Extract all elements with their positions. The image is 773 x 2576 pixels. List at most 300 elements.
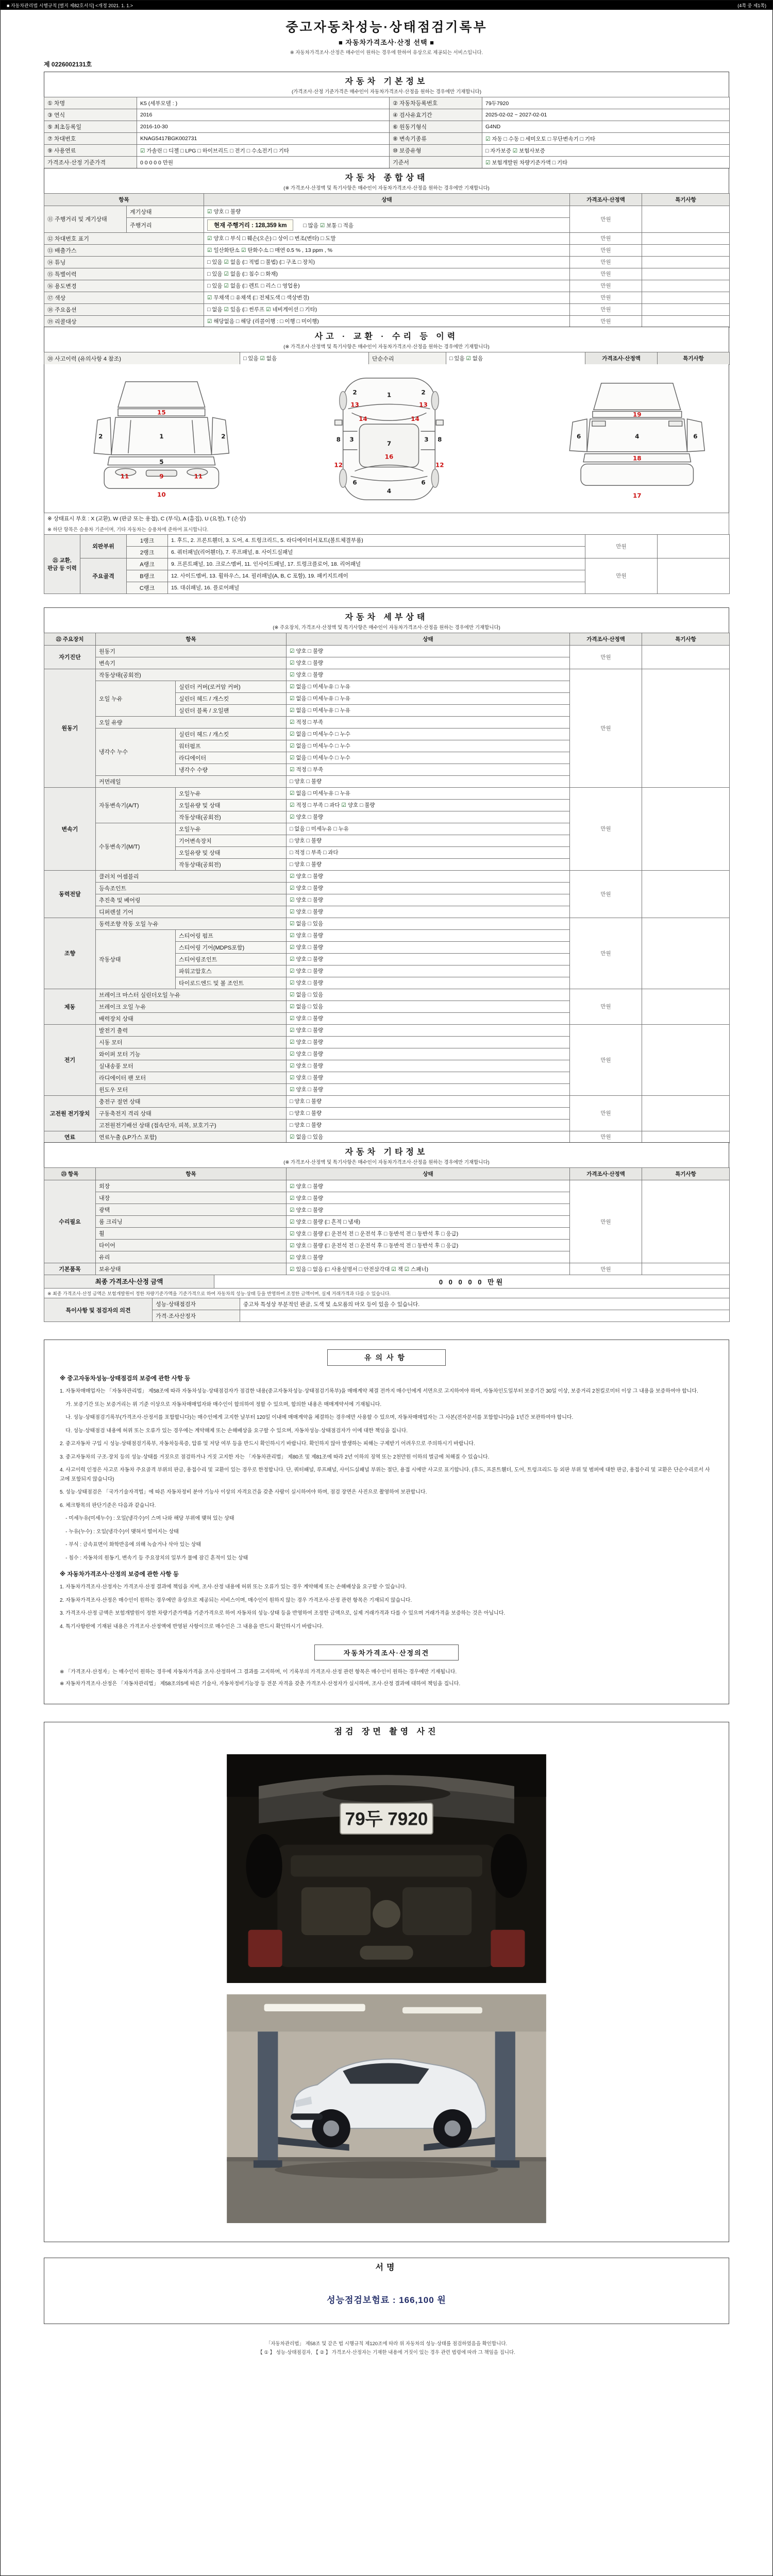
table-cell: 윈도우 모터 [96, 1083, 287, 1095]
table-cell: ☑ 양호 □ 불량 (□ 운전석 전 □ 운전석 후 □ 동반석 전 □ 동반석 후 □ 응급) [287, 1228, 570, 1240]
table-cell: ☑ 없음 □ 있음 [287, 989, 570, 1001]
note-cell [642, 232, 730, 244]
field-label: ⑮ 특별이력 [44, 268, 204, 280]
amount-cell: 만원 [570, 232, 642, 244]
column-header: 특기사항 [642, 633, 730, 645]
table-cell: ☑ 양호 □ 불량 (□ 운전석 전 □ 운전석 후 □ 동반석 전 □ 동반석 후 □ 응급) [287, 1240, 570, 1251]
field-label: ⑭ 튜닝 [44, 256, 204, 268]
table-cell: ☑ 적정 □ 부족 □ 과다 ☑ 양호 □ 불량 [287, 799, 570, 811]
table-cell: 기본품목 [44, 1263, 96, 1275]
section-subnote: (※ 가격조사·산정액 및 특기사항은 매수인이 자동차가격조사·산정을 원하는 경우에만 기재합니다) [283, 1160, 490, 1165]
field-value: ☑ 가솔린 □ 디젤 □ LPG □ 하이브리드 □ 전기 □ 수소전기 □ 기타 [137, 145, 390, 157]
note-cell [642, 206, 730, 232]
diagram-part-number: 6 [577, 432, 581, 440]
part-group: 외판부위 [80, 534, 127, 558]
field-value: G4ND [482, 121, 730, 133]
section-subnote: (※ 주요장치, 가격조사·산정액 및 특기사항은 매수인이 자동차가격조사·산정을 원하는 경우에만 기재합니다) [273, 624, 500, 631]
field-label: ⑰ 색상 [44, 292, 204, 303]
table-cell: ☑ 양호 □ 불량 [287, 977, 570, 989]
field-label: ⑤ 최초등록일 [44, 121, 137, 133]
table-cell: 오일누유 [176, 823, 287, 835]
basic-info-row [44, 145, 730, 157]
table-cell: ☑ 양호 □ 불량 [287, 645, 570, 657]
final-price-label: 최종 가격조사·산정 금액 [44, 1275, 214, 1288]
rank-parts: 1. 후드, 2. 프론트휀더, 3. 도어, 4. 트렁크리드, 5. 라디에이터서포트(볼트체결부품) [168, 534, 585, 546]
panel-rank-table [44, 534, 730, 594]
field-label: ③ 연식 [44, 109, 137, 121]
diagram-part-number: 2 [421, 388, 426, 396]
field-label: ⑦ 차대번호 [44, 133, 137, 145]
notice-item: - 누유(누수) : 오일(냉각수)이 맺혀서 떨어지는 상태 [60, 1529, 179, 1535]
table-cell: 구동축전지 격리 상태 [96, 1107, 287, 1119]
state-cell: ☑ 해당없음 □ 해당 (리콜이행 : □ 이행 □ 미이행) [204, 315, 570, 327]
diagram-part-number: 3 [424, 435, 429, 443]
field-label: ② 자동차등록번호 [390, 97, 482, 109]
field-label: ⑧ 변속기종류 [390, 133, 482, 145]
diagram-part-number: 13 [350, 400, 359, 408]
diagram-part-number: 17 [633, 492, 642, 499]
state-cell: □ 없음 ☑ 있음 (□ 썬루프 ☑ 네비게이션 □ 기타) [204, 303, 570, 315]
license-plate-text: 79두 7920 [345, 1809, 428, 1829]
lift-post [258, 2031, 278, 2164]
section-detail-caption [44, 607, 729, 633]
table-cell: □ 양호 □ 불량 [287, 1095, 570, 1107]
remarks-row [44, 1298, 730, 1310]
table-cell: 추진축 및 베어링 [96, 894, 287, 906]
column-header: 가격조사·산정액 [585, 352, 658, 365]
table-cell: □ 양호 □ 불량 [287, 1107, 570, 1119]
table-cell: 스티어링조인트 [176, 953, 287, 965]
table-cell: 작동상태(공회전) [176, 811, 287, 823]
column-header: 특기사항 [642, 193, 730, 206]
state-cell: ☑ 무채색 □ 유채색 (□ 전체도색 □ 색상변경) [204, 292, 570, 303]
table-cell: 동력조향 작동 오일 누유 [96, 918, 287, 929]
notice-items-1 [60, 1387, 713, 1563]
notice-item: 2. 중고자동차 구입 시 성능·상태점검기록부, 자동차등록증, 압류 및 저당 여부 등을 반드시 확인하시기 바랍니다. 확인하지 않아 발생하는 피해는 구제받기 어려우므로 주의하시기 바랍니다. [60, 1441, 475, 1447]
table-cell: 배력장치 상태 [96, 1012, 287, 1024]
inspection-insurance-fee: 성능점검보험료 : 166,100 원 [327, 2295, 446, 2305]
inspection-photo-underbody [227, 1754, 546, 1983]
table-cell: ☑ 양호 □ 불량 [287, 882, 570, 894]
table-cell: 조향 [44, 918, 96, 989]
rank-label: B랭크 [127, 570, 168, 582]
diagram-part-number: 2 [352, 388, 357, 396]
other-info-table [44, 1167, 730, 1275]
table-cell: ☑ 없음 □ 미세누유 □ 누유 [287, 704, 570, 716]
diagram-part-number: 15 [157, 408, 166, 416]
final-price-note-row [44, 1288, 730, 1298]
basic-info-row [44, 133, 730, 145]
table-row [44, 1024, 730, 1036]
section-notice [44, 1340, 729, 1704]
diagram-part-number: 8 [336, 435, 341, 443]
overall-row [44, 268, 730, 280]
table-cell: 와이퍼 모터 기능 [96, 1048, 287, 1060]
table-cell: 유리 [96, 1251, 287, 1263]
field-label: ⑩ 보증유형 [390, 145, 482, 157]
field-label: ⑥ 원동기형식 [390, 121, 482, 133]
table-row [44, 870, 730, 882]
notice-item: 6. 체크항목의 판단기준은 다음과 같습니다. [60, 1502, 156, 1509]
diagram-part-number: 1 [386, 391, 392, 399]
field-label: ⑪ 주행거리 및 계기상태 [44, 206, 127, 232]
appraiser-label: 가격·조사산정자 [153, 1310, 240, 1322]
column-header: ㉒ 주요장치 [44, 633, 96, 645]
table-row [44, 669, 730, 681]
field-label: ⑫ 차대번호 표기 [44, 232, 204, 244]
field-value: □ 자가보증 ☑ 보험사보증 [482, 145, 730, 157]
table-cell: ☑ 양호 □ 불량 [287, 965, 570, 977]
section-subnote: (가격조사·산정 기준가격은 매수인이 자동차가격조사·산정을 원하는 경우에만 기재합니다) [291, 89, 482, 95]
table-cell: ☑ 양호 □ 불량 [287, 1024, 570, 1036]
table-cell: 변속기 [96, 657, 287, 669]
car-diagram-svg [49, 368, 724, 506]
table-cell: 고전원전기배선 상태 (접속단자, 피복, 보호기구) [96, 1119, 287, 1131]
table-cell: 워터펌프 [176, 740, 287, 752]
notice-item: 5. 성능·상태점검은 「국가기술자격법」에 따른 자동차정비 분야 기능사 이상의 자격요건을 갖춘 사람이 실시하여야 하며, 점검 장면은 사진으로 촬영하여 보관합니다. [60, 1489, 427, 1495]
table-cell [642, 870, 730, 918]
mileage-gauge-row [44, 206, 730, 217]
field-value: 2025-02-02 ~ 2027-02-01 [482, 109, 730, 121]
table-cell: 시동 모터 [96, 1036, 287, 1048]
table-cell: 내장 [96, 1192, 287, 1204]
section-overall-caption [44, 168, 729, 193]
section-title: 점검 장면 촬영 사진 [334, 1727, 439, 1736]
basic-info-row [44, 97, 730, 109]
table-cell: 충전구 절연 상태 [96, 1095, 287, 1107]
table-row [44, 1095, 730, 1107]
section-basic-info-caption [44, 72, 729, 97]
table-cell: ☑ 양호 □ 불량 [287, 657, 570, 669]
table-cell: 만원 [570, 1024, 642, 1095]
amount-cell: 만원 [570, 244, 642, 256]
table-cell: ☑ 없음 □ 미세누수 □ 누수 [287, 728, 570, 740]
table-cell: ☑ 양호 □ 불량 [287, 1204, 570, 1216]
field-value: 2016-10-30 [137, 121, 390, 133]
rank-parts: 6. 쿼터패널(리어휀더), 7. 루프패널, 8. 사이드실패널 [168, 546, 585, 558]
field-sublabel: 계기상태 [127, 206, 204, 217]
table-cell: 제동 [44, 989, 96, 1024]
state-cell: ☑ 일산화탄소 ☑ 탄화수소 □ 매연 0.5 % , 13 ppm , % [204, 244, 570, 256]
table-cell: ☑ 적정 □ 부족 [287, 716, 570, 728]
amount-cell: 만원 [570, 256, 642, 268]
table-cell: 만원 [570, 1131, 642, 1143]
table-cell: 실린더 헤드 / 개스킷 [176, 728, 287, 740]
table-cell: 룸 크리닝 [96, 1216, 287, 1228]
table-cell: 작동상태 [96, 929, 176, 989]
overall-row [44, 244, 730, 256]
table-cell: ☑ 없음 □ 미세누유 □ 누유 [287, 681, 570, 692]
rank-label: 1랭크 [127, 534, 168, 546]
final-price-note: ※ 최종 가격조사·산정 금액은 보험개발원이 정한 차량기준가액을 기준가격으로 하여 자동차의 성능·상태 등을 반영하여 조정한 금액이며, 실제 거래가격과 다를 수 있습니다. [44, 1288, 730, 1298]
rank-label: C랭크 [127, 582, 168, 594]
diagram-part-number: 1 [159, 432, 164, 440]
diagram-part-number: 14 [359, 415, 367, 422]
detail-condition-table [44, 633, 730, 1143]
diagram-part-number: 12 [435, 461, 444, 469]
table-row [44, 918, 730, 929]
table-cell: □ 양호 □ 불량 [287, 835, 570, 846]
state-cell: □ 있음 ☑ 없음 (□ 적법 □ 불법) (□ 구조 □ 장치) [204, 256, 570, 268]
diagram-part-number: 16 [384, 453, 394, 461]
diagram-part-number: 12 [334, 461, 343, 469]
ceiling-light [402, 2007, 482, 2013]
table-cell: ☑ 적정 □ 부족 [287, 764, 570, 775]
diagram-part-number: 2 [98, 432, 103, 440]
table-cell: 자기진단 [44, 645, 96, 669]
notice-subhead: ※ 자동차가격조사·산정의 보증에 관한 사항 등 [60, 1571, 179, 1578]
inspection-photo-lift [227, 1994, 546, 2223]
table-cell: 클러치 어셈블리 [96, 870, 287, 882]
table-cell: ☑ 양호 □ 불량 [287, 1060, 570, 1072]
table-cell: 브레이크 마스터 실린더오일 누유 [96, 989, 287, 1001]
field-value: K5 (세부모델 : ) [137, 97, 390, 109]
remarks-label: 특이사항 및 점검자의 의견 [44, 1298, 153, 1322]
note-cell [642, 315, 730, 327]
ceiling-light [264, 2004, 365, 2011]
legend-row [44, 524, 729, 535]
notice-item: 4. 사고이력 인정은 사고로 자동차 주요골격 부위의 판금, 용접수리 및 교환이 있는 경우로 한정합니다. 단, 쿼터패널, 루프패널, 사이드실패널 부위는 절단, 용접 시에만 사고로 표기합니다. (후드, 프론트휀더, 도어, 트렁크리드 등 외판 부위 및 범퍼에 대한 판금, 용접수리 및 교환은 단순수리로서 사고에 포함되지 않습니다) [60, 1467, 710, 1482]
table-cell [642, 1131, 730, 1143]
form-reference: ■ 자동차관리법 시행규칙 [별지 제82호서식] <개정 2021. 1. 1.> [7, 3, 133, 8]
field-label: ⑯ 용도변경 [44, 280, 204, 292]
basic-info-table [44, 97, 730, 168]
table-cell: □ 양호 □ 불량 [287, 858, 570, 870]
document-note: ※ 자동차가격조사·산정은 매수인이 원하는 경우에 한하여 유상으로 제공되는 서비스입니다. [290, 50, 483, 56]
notice-item: 3. 중고자동차의 구조·장치 등의 성능·상태를 거짓으로 점검하거나 거짓 고지한 자는 「자동차관리법」 제80조 및 제81조에 따라 2년 이하의 징역 또는 2천만원 이하의 벌금에 처해질 수 있습니다. [60, 1454, 490, 1460]
table-cell: 고전원 전기장치 [44, 1095, 96, 1131]
car-damage-diagram [44, 364, 729, 514]
table-cell: 오일 유량 [96, 716, 287, 728]
table-cell: 만원 [570, 787, 642, 870]
field-label: ⑱ 주요옵션 [44, 303, 204, 315]
field-label: ① 차명 [44, 97, 137, 109]
diagram-part-number: 7 [386, 439, 392, 447]
section-photos-caption [44, 1722, 729, 1739]
table-cell: 만원 [570, 1263, 642, 1275]
lift-pad [248, 1930, 282, 1967]
inspector-label: 성능·상태점검자 [153, 1298, 240, 1310]
table-cell [642, 1263, 730, 1275]
table-row [44, 645, 730, 657]
inspection-photos [44, 1739, 729, 2242]
notice-items-2 [60, 1583, 713, 1631]
field-value: 2016 [137, 109, 390, 121]
table-cell: 원동기 [44, 669, 96, 787]
table-cell: 라디에이터 팬 모터 [96, 1072, 287, 1083]
footer-line: 「자동차관리법」 제58조 및 같은 법 시행규칙 제120조에 따라 위 자동차의 성능·상태를 점검하였음을 확인합니다. [265, 2341, 508, 2347]
final-price-table [44, 1275, 730, 1299]
top-bar [1, 1, 772, 10]
section-accident-caption [44, 327, 729, 352]
final-price-value: 0 0 0 0 0 만원 [214, 1275, 730, 1288]
section-title: 자동차 기본정보 [345, 77, 428, 86]
current-mileage: 현재 주행거리 : 128,359 km [207, 219, 293, 231]
lift-post [495, 2031, 515, 2164]
basic-info-row [44, 121, 730, 133]
basic-info-row [44, 157, 730, 168]
overall-row [44, 303, 730, 315]
table-cell: 냉각수 수량 [176, 764, 287, 775]
table-header-row [44, 633, 730, 645]
table-cell: □ 없음 □ 미세누유 □ 누유 [287, 823, 570, 835]
table-cell: 파워고압호스 [176, 965, 287, 977]
table-cell: ☑ 양호 □ 불량 [287, 1192, 570, 1204]
table-cell: 타이어 [96, 1240, 287, 1251]
table-cell: ☑ 양호 □ 불량 [287, 1251, 570, 1263]
note-cell [642, 256, 730, 268]
notice-item: 2. 자동차가격조사·산정은 매수인이 원하는 경우에만 유상으로 제공되는 서비스이며, 매수인이 원하지 않는 경우 가격조사·산정 관련 항목은 기재되지 않습니다. [60, 1597, 412, 1603]
table-cell: 변속기 [44, 787, 96, 870]
table-cell: ☑ 양호 □ 불량 [287, 870, 570, 882]
table-cell: 작동상태(공회전) [96, 669, 287, 681]
column-header: 상태 [287, 633, 570, 645]
column-header: 특기사항 [658, 352, 730, 365]
remarks-table [44, 1298, 730, 1322]
table-cell: 기어변속장치 [176, 835, 287, 846]
state-cell: ☑ 양호 □ 불량 [204, 206, 570, 217]
table-cell: ☑ 양호 □ 불량 [287, 1072, 570, 1083]
state-cell: ☑ 양호 □ 부식 □ 훼손(오손) □ 상이 □ 변조(변타) □ 도말 [204, 232, 570, 244]
amount-cell: 만원 [570, 315, 642, 327]
field-value: 0 0 0 0 0 만원 [137, 157, 390, 168]
overall-row [44, 315, 730, 327]
table-cell: 만원 [570, 645, 642, 669]
table-cell: 만원 [570, 669, 642, 787]
table-cell [642, 669, 730, 787]
field-value: 79두7920 [482, 97, 730, 109]
diagram-part-number: 10 [157, 490, 166, 498]
table-cell: 실린더 블록 / 오일팬 [176, 704, 287, 716]
diagram-part-number: 6 [352, 478, 357, 486]
table-cell: 연료 [44, 1131, 96, 1143]
field-label: ⑬ 배출가스 [44, 244, 204, 256]
amount-cell: 만원 [585, 558, 658, 594]
state-cell: □ 있음 ☑ 없음 [446, 352, 585, 365]
doc-footer [44, 2340, 729, 2357]
diagram-part-number: 19 [633, 410, 642, 418]
table-cell: 타이로드엔드 및 볼 조인트 [176, 977, 287, 989]
diagram-part-number: 6 [693, 432, 698, 440]
legend-row [44, 513, 729, 524]
rank-row [44, 534, 730, 546]
appraisal-opinion-title: 자동차가격조사·산정의견 [314, 1645, 459, 1660]
table-cell: 브레이크 오일 누유 [96, 1001, 287, 1012]
table-cell: ☑ 양호 □ 불량 [287, 906, 570, 918]
table-header-row [44, 193, 730, 206]
table-cell: ☑ 양호 □ 불량 [287, 1083, 570, 1095]
diagram-part-number: 14 [411, 415, 419, 422]
field-label: ④ 검사유효기간 [390, 109, 482, 121]
column-header: 특기사항 [642, 1168, 730, 1180]
table-cell: 원동기 [96, 645, 287, 657]
state-cell: □ 있음 ☑ 없음 (□ 침수 □ 화재) [204, 268, 570, 280]
section-subnote: (※ 가격조사·산정액 및 특기사항은 매수인이 자동차가격조사·산정을 원하는 경우에만 기재합니다) [283, 185, 490, 191]
overall-row [44, 232, 730, 244]
column-header: 가격조사·산정액 [570, 193, 642, 206]
rank-row [44, 558, 730, 570]
document-subtitle: ■ 자동차가격조사·산정 선택 ■ [338, 39, 434, 46]
table-cell: 만원 [570, 1095, 642, 1131]
table-cell: □ 양호 □ 불량 [287, 775, 570, 787]
notice-item: - 부식 : 금속표면이 화학반응에 의해 녹슬거나 삭아 있는 상태 [60, 1542, 201, 1548]
table-cell [642, 1180, 730, 1263]
table-cell: 오일 누유 [96, 681, 176, 716]
table-row [44, 1263, 730, 1275]
state-cell [204, 217, 570, 232]
note-cell [642, 244, 730, 256]
table-cell: ☑ 양호 □ 불량 [287, 941, 570, 953]
rank-label: 2랭크 [127, 546, 168, 558]
table-cell: 실린더 헤드 / 개스킷 [176, 692, 287, 704]
accident-summary-row [44, 352, 730, 365]
section-title: 서명 [375, 2263, 398, 2272]
field-label: 가격조사·산정 기준가격 [44, 157, 137, 168]
document-title: 중고자동차성능·상태점검기록부 [285, 20, 488, 35]
amount-cell: 만원 [585, 534, 658, 558]
section-other-caption [44, 1142, 729, 1167]
overall-row [44, 256, 730, 268]
field-label: ⑳ 사고이력 (유의사항 4 참조) [44, 352, 240, 365]
diagram-part-number: 9 [159, 472, 164, 480]
table-cell: 휠 [96, 1228, 287, 1240]
field-label: ⑨ 사용연료 [44, 145, 137, 157]
column-header: 상태 [204, 193, 570, 206]
notice-item: 1. 자동차매매업자는 「자동차관리법」 제58조에 따라 자동차성능·상태점검자가 점검한 내용(중고자동차성능·상태점검기록부)을 매매계약 체결 전까지 매수인에게 서면으로 고지하여야 하며, 자동차인도일부터 보증기간 30일 이상, 보증거리 2천킬로미터 이상 그 내용을 보증하여야 합니다. [60, 1388, 698, 1394]
table-cell: 디퍼렌셜 기어 [96, 906, 287, 918]
final-price-row [44, 1275, 730, 1288]
table-cell: 만원 [570, 989, 642, 1024]
amount-cell: 만원 [570, 280, 642, 292]
table-cell: 등속조인트 [96, 882, 287, 894]
notice-item: 4. 특기사항란에 기재된 내용은 가격조사·산정액에 반영된 사항이므로 매수인은 그 내용을 반드시 확인하시기 바랍니다. [60, 1623, 324, 1630]
table-row [44, 787, 730, 799]
amount-cell: 만원 [570, 292, 642, 303]
table-cell: 오일유량 및 상태 [176, 799, 287, 811]
table-cell: □ 양호 □ 불량 [287, 1119, 570, 1131]
diagram-part-number: 13 [419, 400, 428, 408]
rank-parts: 9. 프론트패널, 10. 크로스멤버, 11. 인사이드패널, 17. 트렁크플로어, 18. 리어패널 [168, 558, 585, 570]
table-row [44, 1180, 730, 1192]
table-cell: 커먼레일 [96, 775, 287, 787]
document-number: 제 0226002131호 [44, 61, 92, 68]
notice-item: 나. 성능·상태점검기록부(가격조사·산정서를 포함합니다)는 매수인에게 고지한 날부터 120일 이내에 매매계약을 체결하는 경우에만 사용할 수 있으며, 자동차매매업자는 그 사본(전자문서를 포함합니다)을 1년간 보관하여야 합니다. [60, 1415, 574, 1420]
column-header: 항목 [96, 633, 287, 645]
overall-row [44, 292, 730, 303]
table-cell: 수동변속기(M/T) [96, 823, 176, 870]
overall-condition-table [44, 193, 730, 328]
field-label: ⑲ 리콜대상 [44, 315, 204, 327]
signature-area [44, 2275, 729, 2324]
table-cell: ☑ 있음 □ 없음 (□ 사용설명서 □ 안전삼각대 ☑ 잭 ☑ 스패너) [287, 1263, 570, 1275]
amount-cell: 만원 [570, 303, 642, 315]
inspector-comment: 중고차 특성상 부분적인 판금, 도색 및 소모품의 마모 등이 있을 수 있습니다. [240, 1298, 730, 1310]
table-cell: ☑ 양호 □ 불량 [287, 811, 570, 823]
table-cell [642, 918, 730, 989]
table-cell: ☑ 양호 □ 불량 [287, 894, 570, 906]
column-header: 가격조사·산정액 [570, 1168, 642, 1180]
table-cell [642, 1024, 730, 1095]
section-title: 자동차 기타정보 [345, 1148, 428, 1157]
table-cell: 만원 [570, 1180, 642, 1263]
page-indicator: (4쪽 중 제1쪽) [737, 3, 766, 8]
overall-row [44, 280, 730, 292]
table-cell: 만원 [570, 918, 642, 989]
diagram-part-number: 11 [194, 472, 203, 480]
legend-note: ※ 하단 항목은 승용차 기준이며, 기타 자동차는 승용차에 준하여 표시합니다. [44, 524, 729, 535]
table-row [44, 1131, 730, 1143]
table-row [44, 989, 730, 1001]
